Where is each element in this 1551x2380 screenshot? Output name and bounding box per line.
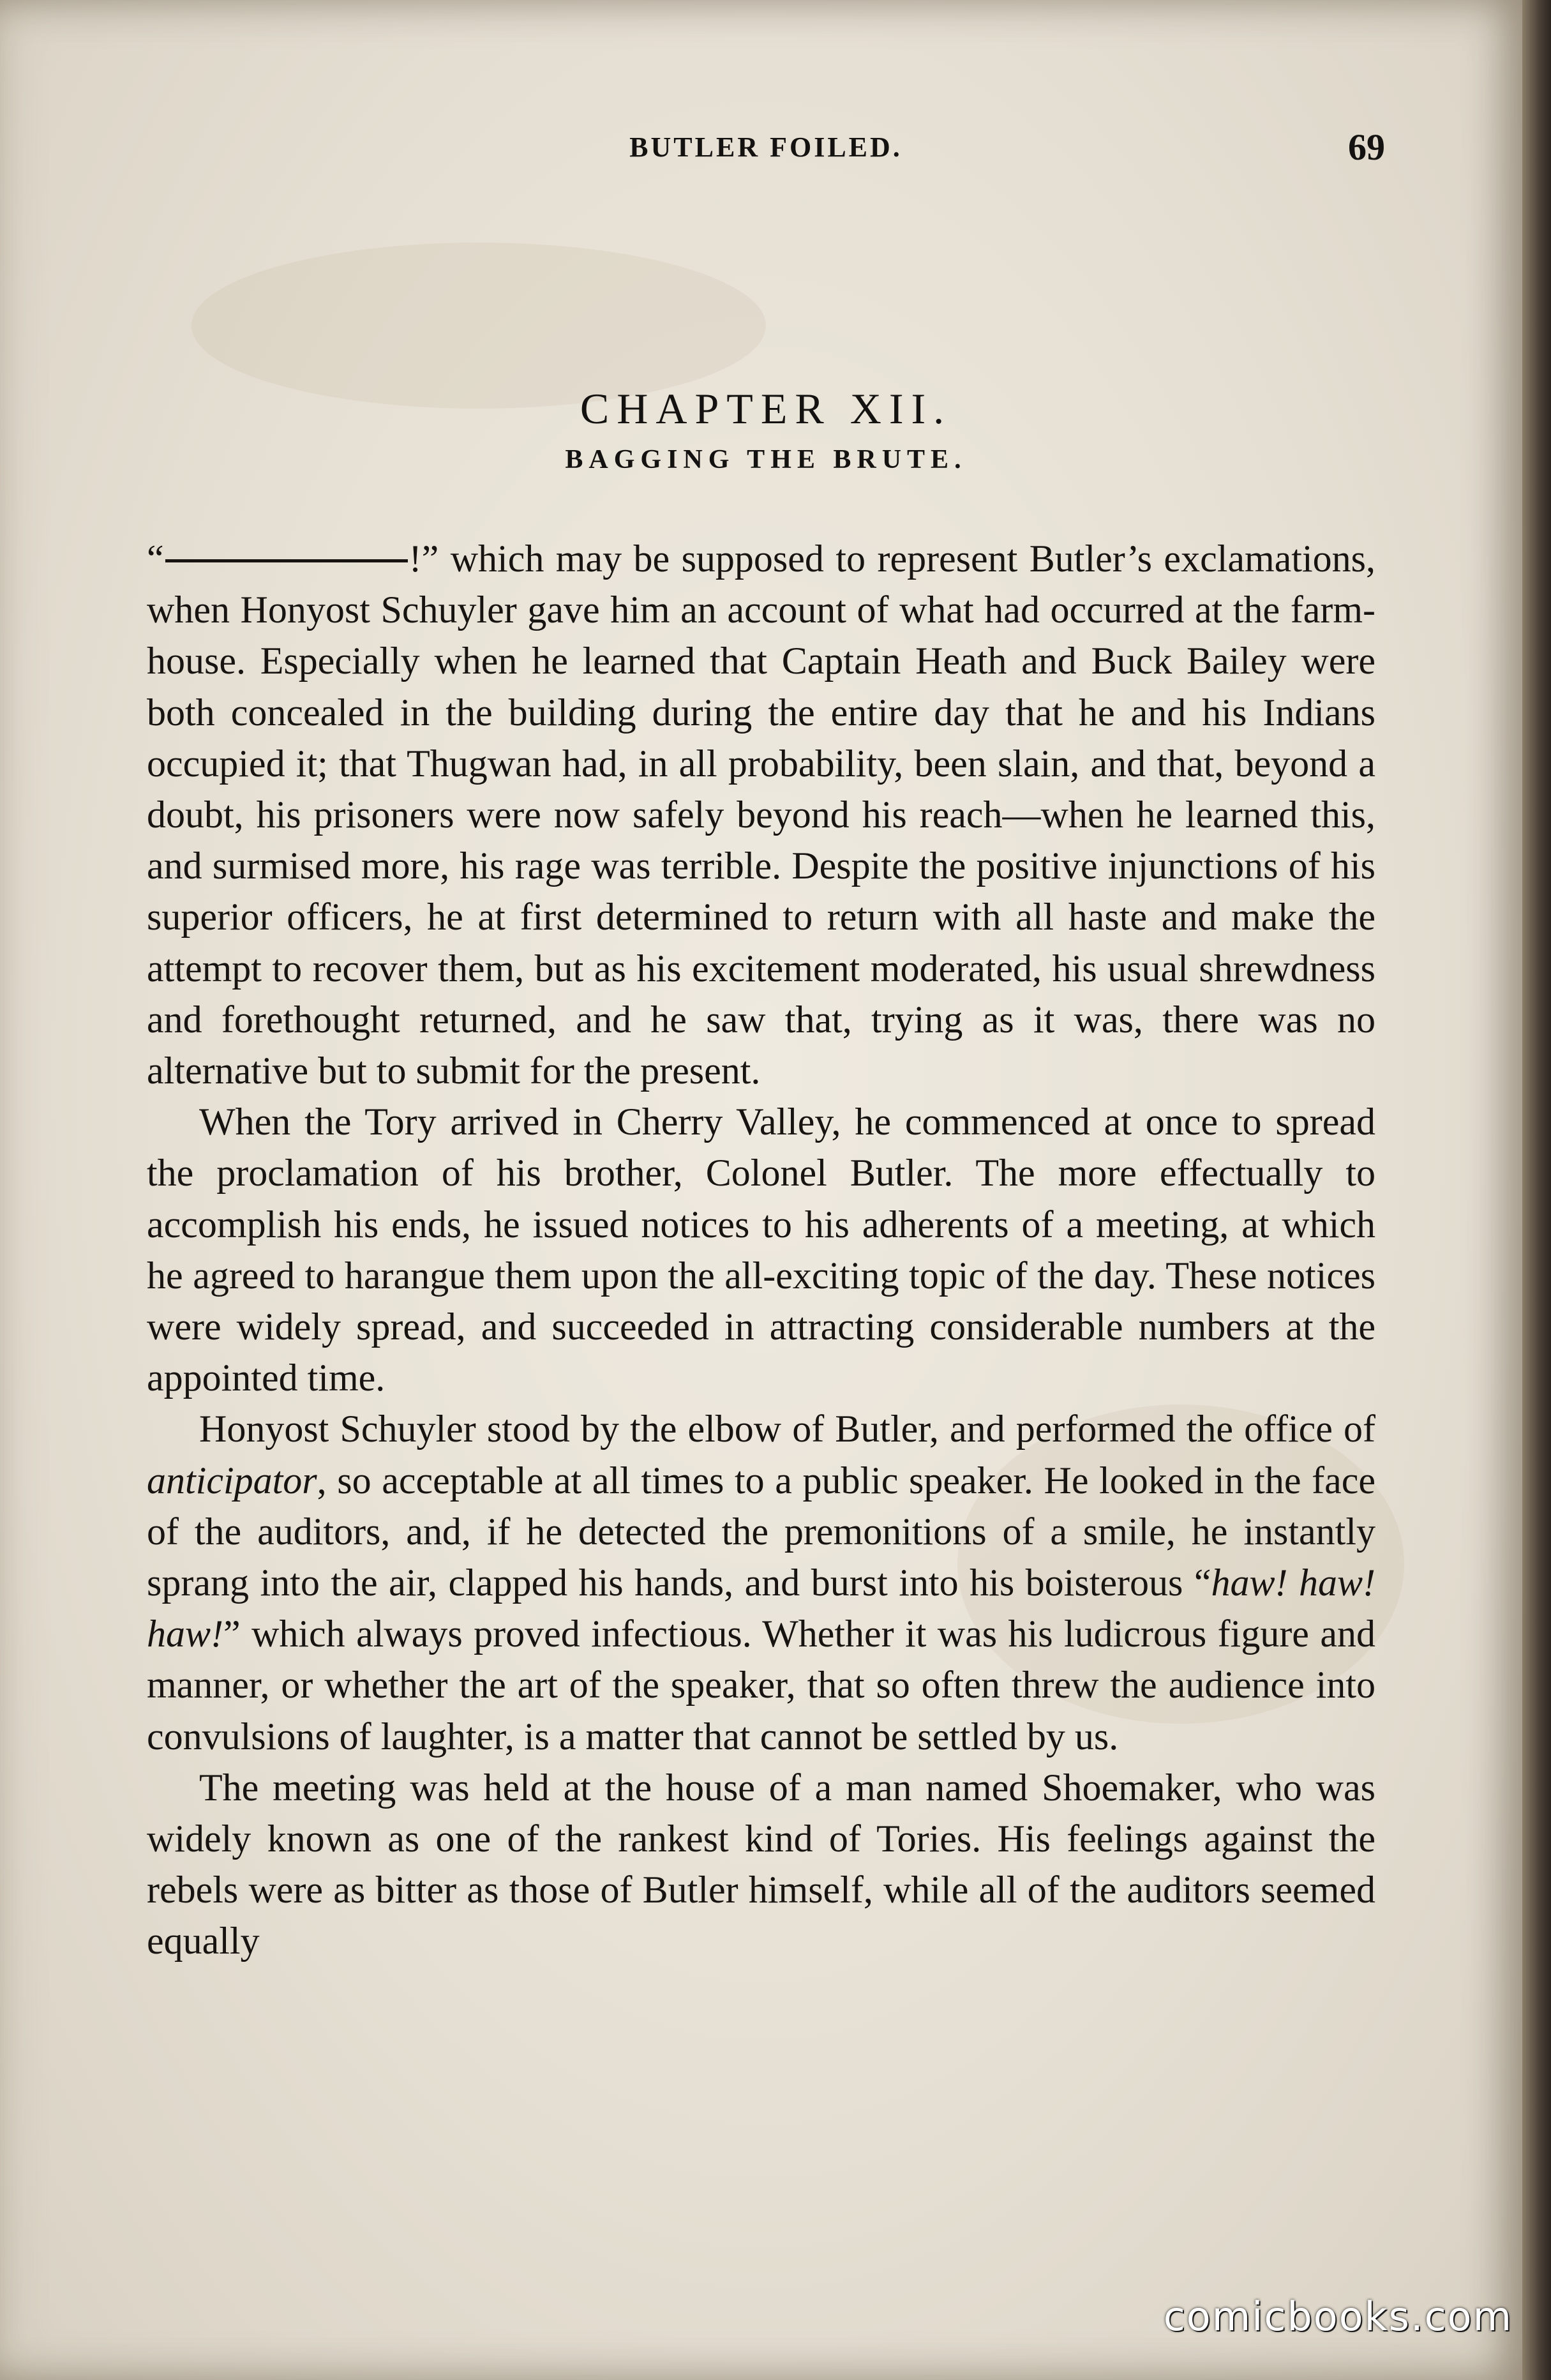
- paragraph: When the Tory arrived in Cherry Valley, he commenced at once to spread the proclamation of his brother, Colonel Butler. The more effectually to accomplish his ends, he issued notices to his adherents of a meeting, at which he agreed to harangue them upon the all-exciting topic of the day. These notices were widely spread, and succeeded in attracting considerable numbers at the appointed time.: [147, 1101, 1375, 1399]
- watermark: comicbooks.com: [1163, 2293, 1513, 2340]
- body-text: [147, 533, 1375, 1967]
- page-edge: [1522, 0, 1551, 2380]
- italic-text: haw! haw! haw!: [147, 1562, 1375, 1655]
- paragraph: [147, 1403, 1375, 1761]
- chapter-subtitle: BAGGING THE BRUTE.: [565, 445, 967, 474]
- chapter-title: CHAPTER XII.: [580, 384, 952, 433]
- page-number: 69: [1348, 126, 1385, 168]
- paragraph-text: Honyost Schuyler stood by the elbow of Butler, and performed the office of: [199, 1408, 1375, 1450]
- expletive-dash: [165, 559, 408, 562]
- open-quote: “: [147, 538, 164, 580]
- page-header: [147, 126, 1385, 176]
- paragraph-text: !” which may be supposed to represent Butler’s exclamations, when Honyost Schuyler gave him an account of what had occurred at the farm-house. Especially when he learned that Captain Heath and Buck Bailey were both concealed in the building during the entire day that he and his Indians occupied it; that Thugwan had, in all probability, been slain, and that, beyond a doubt, his prisoners were now safely beyond his reach—when he learned this, and surmised more, his rage was terrible. Despite the positive injunctions of his superior officers, he at first determined to return with all haste and make the attempt to recover them, but as his excitement moderated, his usual shrewdness and forethought returned, and he saw that, trying as it was, there was no alternative but to submit for the present.: [147, 538, 1375, 1092]
- chapter-heading: [147, 383, 1385, 478]
- paragraph: [147, 533, 1375, 1096]
- running-head: BUTLER FOILED.: [629, 132, 903, 163]
- italic-text: anticipator: [147, 1459, 317, 1502]
- paragraph-text: ” which always proved infectious. Whether it was his ludicrous figure and manner, or whether the art of the speaker, that so often threw the audience into convulsions of laughter, is a matter that cannot be settled by us.: [147, 1613, 1375, 1758]
- paragraph-text: , so acceptable at all times to a public speaker. He looked in the face of the auditors, and, if he detected the premonitions of a smile, he instantly sprang into the air, clapped his hands, and burst into his boisterous “: [147, 1459, 1375, 1604]
- paragraph: The meeting was held at the house of a man named Shoemaker, who was widely known as one of the rankest kind of Tories. His feelings against the rebels were as bitter as those of Butler himself, while all of the auditors seemed equally: [147, 1766, 1375, 1962]
